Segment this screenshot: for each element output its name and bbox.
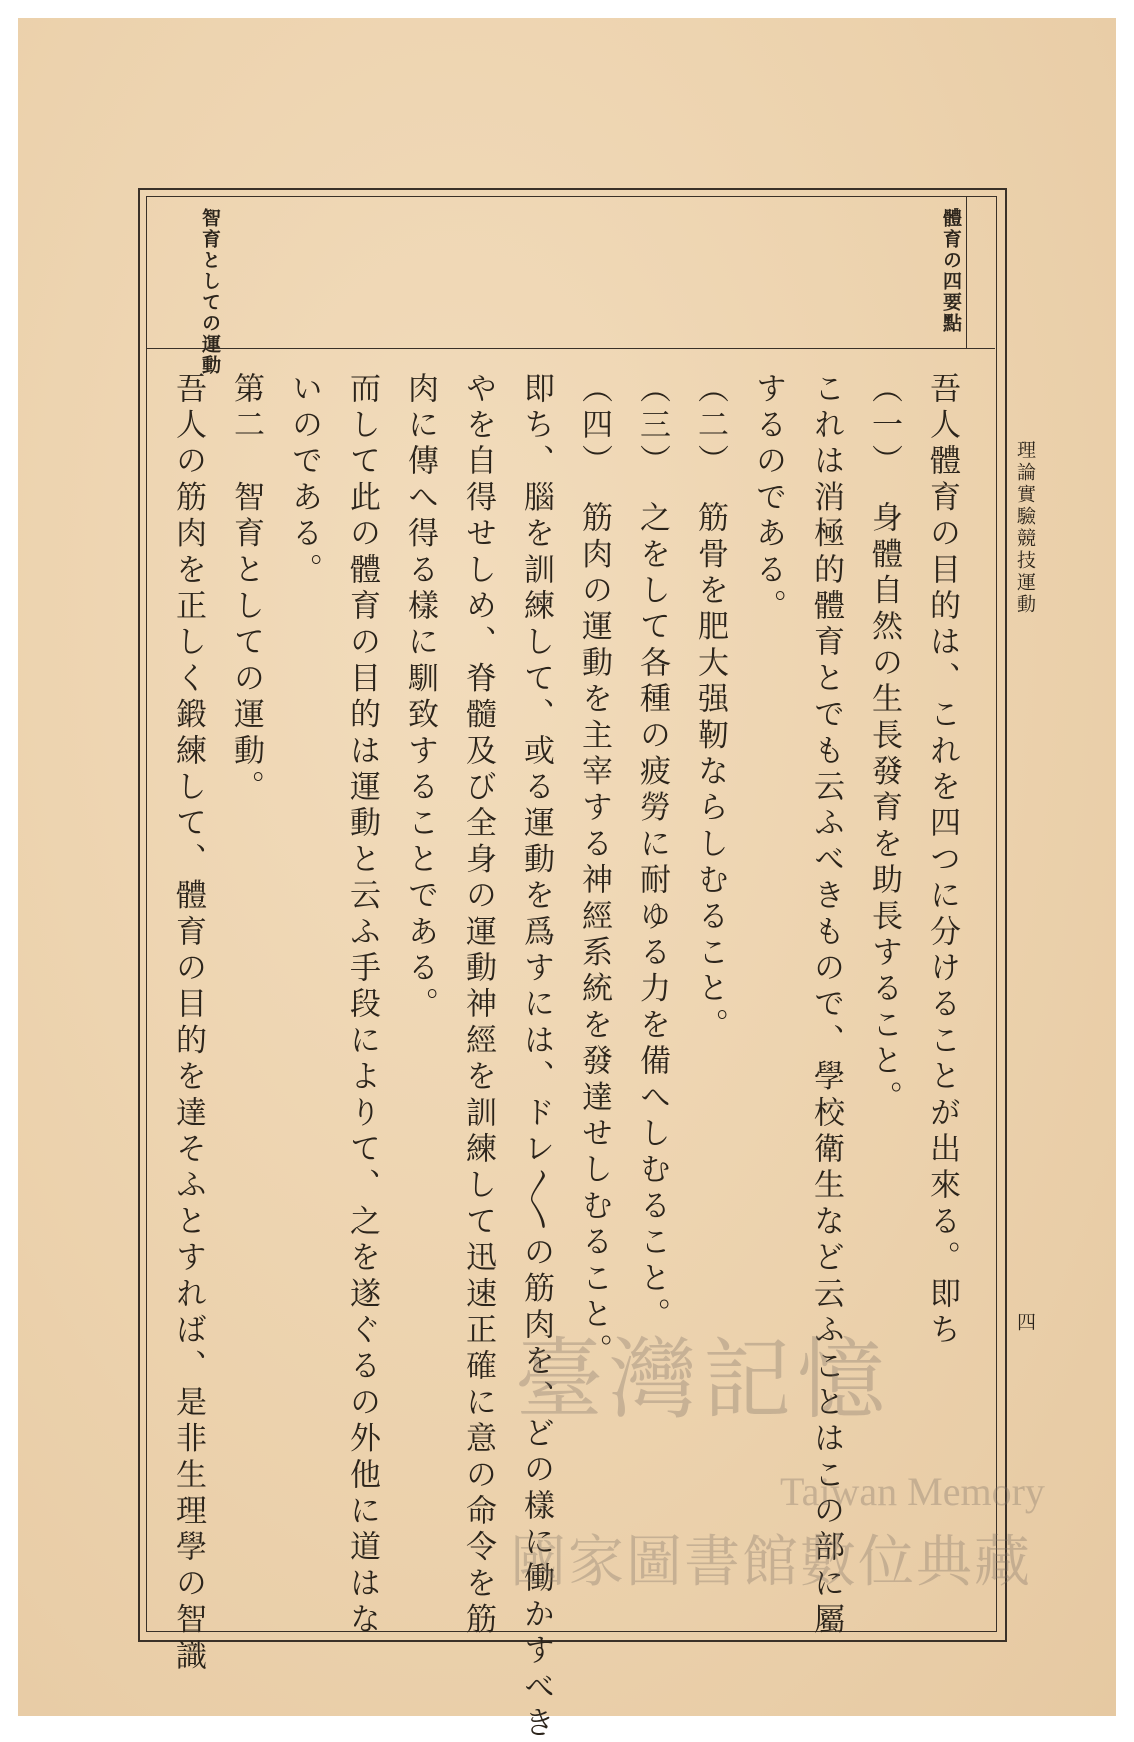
body-column-2: （一） 身體自然の生長發育を助長すること。 [866, 372, 902, 1117]
body-column-8: 即ち、腦を訓練して、或る運動を爲すには、ドレ〳〵の筋肉を、どの樣に働かすべき [518, 372, 554, 1742]
body-column-6: （三） 之をして各種の疲勞に耐ゆる力を備へしむること。 [634, 372, 670, 1334]
body-column-12: いのである。 [286, 372, 322, 590]
sidebar-heading-left: 智育としての運動 [199, 208, 221, 376]
body-column-14: 吾人の筋肉を正しく鍛練して、體育の目的を達そふとすれば、是非生理學の智識 [170, 372, 206, 1676]
body-column-9: やを自得せしめ、脊髓及び全身の運動神經を訓練して迅速正確に意の命令を筋 [460, 372, 496, 1639]
body-column-7: （四） 筋肉の運動を主宰する神經系統を發達せしむること。 [576, 372, 612, 1371]
body-column-3: これは消極的體育とでも云ふべきもので、學校衛生など云ふことはこの部に屬 [808, 372, 844, 1639]
body-column-13: 第二 智育としての運動。 [228, 372, 264, 807]
body-column-4: するのである。 [750, 372, 786, 626]
running-header: 理論實驗競技運動 [1014, 440, 1036, 616]
page-number: 四 [1014, 1312, 1036, 1333]
body-column-5: （二） 筋骨を肥大强靭ならしむること。 [692, 372, 728, 1045]
watermark-library: 國家圖書館數位典藏 [510, 1530, 1032, 1595]
sidebar-divider [146, 348, 995, 349]
watermark-subtitle: Taiwan Memory [780, 1469, 1045, 1514]
body-column-10: 肉に傳へ得る樣に馴致することである。 [402, 372, 438, 1024]
body-column-11: 而して此の體育の目的は運動と云ふ手段によりて、之を遂ぐるの外他に道はな [344, 372, 380, 1639]
body-column-1: 吾人體育の目的は、これを四つに分けることが出來る。即ち [924, 372, 960, 1350]
sidebar-heading-right: 體育の四要點 [940, 208, 962, 334]
watermark-title: 臺灣記憶 [515, 1328, 892, 1431]
heading-divider [966, 196, 967, 348]
